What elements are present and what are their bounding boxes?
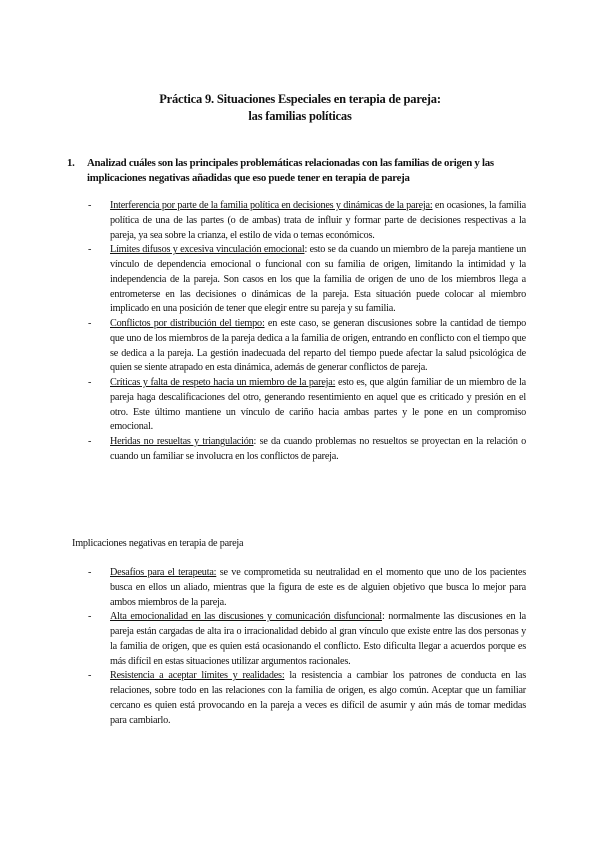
item-heading: Interferencia por parte de la familia política en decisiones y dinámicas de la pareja: xyxy=(110,200,433,211)
item-text: : normalmente las discusiones en la pareja están cargadas de alta ira o irracionalidad debido al gran vínculo que existe entre las dos personas y la familia de origen, que es quien está ocasionando el conflicto. Esto dificulta llegar a acuerdos porque es más difícil en estas situaciones utilizar argumentos racionales. xyxy=(110,611,526,667)
list-item xyxy=(88,566,526,610)
item-text: se ve comprometida su neutralidad en el momento que uno de los pacientes busca en ellos un aliado, mientras que la figura de este es de alguien objetivo que busca lo mejor para ambos miembros de la pareja. xyxy=(110,567,526,608)
item-heading: Conflictos por distribución del tiempo: xyxy=(110,318,265,329)
item-heading: Desafíos para el terapeuta: xyxy=(110,567,217,578)
implications-list xyxy=(88,566,526,728)
item-text: esto es, que algún familiar de un miembro de la pareja haga descalificaciones del otro, generando resentimiento en aquel que es criticado y presión en el otro. Este último mantiene un vínculo de cariño hacia ambas partes y le pone en un compromiso emocional. xyxy=(110,377,526,433)
dash-bullet: - xyxy=(88,318,92,329)
item-heading: Heridas no resueltas y triangulación xyxy=(110,436,254,447)
list-item xyxy=(88,199,526,243)
list-item xyxy=(88,610,526,669)
list-item xyxy=(88,376,526,435)
dash-bullet: - xyxy=(88,244,92,256)
item-heading: Alta emocionalidad en las discusiones y comunicación disfuncional xyxy=(110,611,382,623)
implications-heading: Implicaciones negativas en terapia de pareja xyxy=(72,538,244,549)
problems-list xyxy=(88,199,526,465)
item-text: en ocasiones, la familia política de una de las partes (o de ambas) trata de influir y formar parte de decisiones respectivas a la pareja, ya sea sobre la crianza, el estilo de vida o temas económicos. xyxy=(110,200,526,241)
title-line-1: Práctica 9. Situaciones Especiales en terapia de pareja: xyxy=(159,92,441,106)
dash-bullet: - xyxy=(88,377,92,388)
dash-bullet: - xyxy=(88,670,92,682)
item-heading: Críticas y falta de respeto hacia un miembro de la pareja: xyxy=(110,377,336,388)
list-item xyxy=(88,243,526,317)
item-text: : se da cuando problemas no resueltos se proyectan en la relación o cuando un familiar se involucra en los conflictos de pareja. xyxy=(110,436,526,462)
question-number: 1. xyxy=(67,157,75,169)
item-text: : esto se da cuando un miembro de la pareja mantiene un vínculo de dependencia emocional o funcional con su familia de origen, limitando la intimidad y la independencia de la pareja. Son casos en los que la familia de origen de uno de los miembros llega a entrometerse en las decisiones o dinámicas de la pareja. Esta situación puede colocar al miembro implicado en una posición de tener que elegir entre su pareja y su familia. xyxy=(110,244,527,315)
list-item xyxy=(88,435,526,465)
dash-bullet: - xyxy=(88,611,92,623)
item-text: la resistencia a cambiar los patrones de conducta en las relaciones, sobre todo en las relaciones con la familia de origen, es algo común. Aceptar que un familiar cercano es quien está provocando en la pareja a veces es difícil de asumir y aún más de tomar medidas para cambiarlo. xyxy=(110,670,526,726)
item-text: en este caso, se generan discusiones sobre la cantidad de tiempo que uno de los miembros de la pareja dedica a la familia de origen, entrando en conflicto con el tiempo que se dedica a la pareja. La gestión inadecuada del reparto del tiempo puede afectar la salud psicológica de quien se siente atrapado en esta dinámica, además de generar conflictos de pareja. xyxy=(110,318,527,374)
title-line-2: las familias políticas xyxy=(248,109,352,123)
item-heading: Límites difusos y excesiva vinculación emocional xyxy=(110,244,305,256)
dash-bullet: - xyxy=(88,567,92,578)
item-heading: Resistencia a aceptar límites y realidades: xyxy=(110,670,285,682)
dash-bullet: - xyxy=(88,436,92,447)
list-item xyxy=(88,317,526,376)
dash-bullet: - xyxy=(88,200,92,211)
question-1 xyxy=(67,156,537,185)
question-text: Analizad cuáles son las principales problemáticas relacionadas con las familias de origen y las implicaciones negativas añadidas que eso puede tener en terapia de pareja xyxy=(87,157,494,184)
list-item xyxy=(88,669,526,728)
page-title xyxy=(0,91,600,125)
